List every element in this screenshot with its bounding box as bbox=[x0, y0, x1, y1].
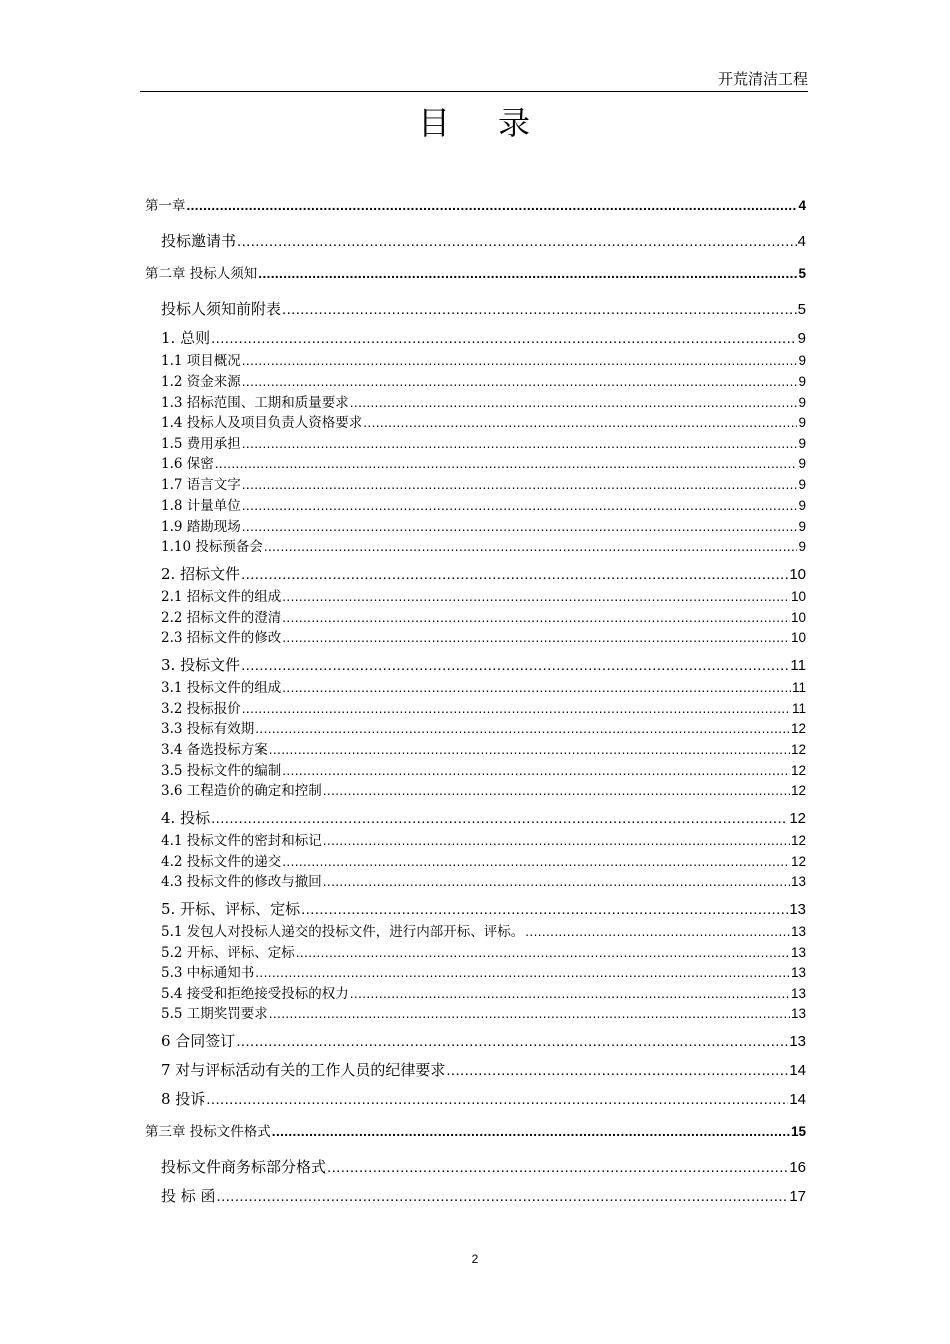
toc-entry-page: 10 bbox=[790, 589, 806, 604]
toc-entry-label: 2.2 招标文件的澄清 bbox=[161, 610, 282, 626]
toc-entry-label: 3.5 投标文件的编制 bbox=[161, 763, 282, 779]
toc-entry-label: 3. 投标文件 bbox=[161, 656, 241, 674]
toc-leader-dots bbox=[237, 233, 797, 251]
toc-leader-dots bbox=[242, 352, 798, 370]
toc-entry-label: 5.1 发包人对投标人递交的投标文件，进行内部开标、评标。 bbox=[161, 924, 525, 940]
toc-entry[interactable] bbox=[161, 832, 806, 850]
toc-entry[interactable] bbox=[161, 1005, 806, 1023]
toc-leader-dots bbox=[282, 679, 791, 697]
toc-leader-dots bbox=[242, 476, 798, 494]
toc-entry-page: 12 bbox=[789, 810, 806, 827]
toc-entry-label: 8 投诉 bbox=[161, 1090, 206, 1108]
toc-leader-dots bbox=[217, 1188, 789, 1206]
toc-leader-dots bbox=[269, 1005, 790, 1023]
toc-entry[interactable] bbox=[145, 197, 806, 215]
toc-entry-label: 7 对与评标活动有关的工作人员的纪律要求 bbox=[161, 1061, 446, 1079]
toc-entry-page: 10 bbox=[790, 630, 806, 645]
toc-leader-dots bbox=[215, 455, 798, 473]
toc-entry[interactable] bbox=[161, 900, 806, 919]
toc-leader-dots bbox=[350, 394, 798, 412]
toc-entry-page: 9 bbox=[798, 477, 806, 492]
toc-leader-dots bbox=[301, 901, 788, 919]
toc-entry-label: 3.3 投标有效期 bbox=[161, 721, 255, 737]
toc-entry[interactable] bbox=[161, 809, 806, 828]
toc-entry[interactable] bbox=[161, 352, 806, 370]
toc-leader-dots bbox=[296, 944, 790, 962]
toc-leader-dots bbox=[282, 609, 790, 627]
toc-entry-label: 投 标 函 bbox=[161, 1187, 216, 1205]
toc-entry-page: 13 bbox=[790, 924, 806, 939]
toc-entry-label: 3.4 备选投标方案 bbox=[161, 742, 268, 758]
toc-leader-dots bbox=[323, 873, 790, 891]
toc-leader-dots bbox=[282, 301, 797, 319]
toc-entry-page: 14 bbox=[789, 1062, 806, 1079]
toc-entry-page: 9 bbox=[798, 498, 806, 513]
toc-entry[interactable] bbox=[161, 985, 806, 1003]
toc-entry-label: 2.1 招标文件的组成 bbox=[161, 589, 282, 605]
toc-entry[interactable] bbox=[161, 1187, 806, 1206]
toc-entry[interactable] bbox=[161, 609, 806, 627]
toc-entry-page: 4 bbox=[798, 198, 806, 213]
toc-entry-page: 9 bbox=[798, 374, 806, 389]
toc-entry-label: 投标邀请书 bbox=[161, 232, 237, 250]
toc-entry[interactable] bbox=[161, 964, 806, 982]
toc-leader-dots bbox=[242, 497, 798, 515]
toc-entry-label: 6 合同签订 bbox=[161, 1032, 236, 1050]
toc-leader-dots bbox=[525, 923, 790, 941]
toc-leader-dots bbox=[211, 330, 797, 348]
toc-entry-page: 10 bbox=[789, 566, 806, 583]
toc-entry[interactable] bbox=[161, 923, 806, 941]
toc-entry-label: 3.1 投标文件的组成 bbox=[161, 680, 282, 696]
toc-entry[interactable] bbox=[161, 300, 806, 319]
toc-entry[interactable] bbox=[161, 741, 806, 759]
toc-entry[interactable] bbox=[161, 700, 806, 718]
toc-entry-page: 9 bbox=[798, 539, 806, 554]
toc-entry[interactable] bbox=[161, 538, 806, 556]
toc-entry[interactable] bbox=[161, 853, 806, 871]
toc-entry-label: 1.2 资金来源 bbox=[161, 374, 241, 390]
toc-entry-page: 9 bbox=[798, 395, 806, 410]
toc-entry[interactable] bbox=[161, 656, 806, 675]
toc-entry[interactable] bbox=[161, 414, 806, 432]
toc-entry[interactable] bbox=[161, 782, 806, 800]
toc-leader-dots bbox=[258, 265, 797, 283]
toc-entry-label: 1.7 语言文字 bbox=[161, 477, 241, 493]
toc-leader-dots bbox=[282, 588, 790, 606]
toc-leader-dots bbox=[211, 810, 788, 828]
toc-leader-dots bbox=[241, 566, 788, 584]
toc-entry-page: 12 bbox=[790, 742, 806, 757]
toc-entry[interactable] bbox=[161, 873, 806, 891]
toc-leader-dots bbox=[242, 373, 798, 391]
toc-entry-page: 4 bbox=[797, 233, 806, 250]
toc-entry-page: 13 bbox=[790, 874, 806, 889]
toc-leader-dots bbox=[241, 657, 789, 675]
toc-entry-label: 3.6 工程造价的确定和控制 bbox=[161, 783, 322, 799]
toc-leader-dots bbox=[350, 985, 790, 1003]
toc-entry-label: 1.6 保密 bbox=[161, 456, 214, 472]
toc-entry-label: 投标文件商务标部分格式 bbox=[161, 1158, 327, 1176]
toc-leader-dots bbox=[255, 964, 790, 982]
toc-entry-page: 12 bbox=[790, 721, 806, 736]
toc-entry-label: 4. 投标 bbox=[161, 809, 211, 827]
toc-entry-page: 5 bbox=[798, 266, 806, 281]
toc-entry-page: 13 bbox=[790, 945, 806, 960]
toc-entry-page: 10 bbox=[790, 610, 806, 625]
toc-entry-page: 12 bbox=[790, 833, 806, 848]
toc-entry-label: 5. 开标、评标、定标 bbox=[161, 900, 301, 918]
toc-entry-page: 14 bbox=[789, 1091, 806, 1108]
toc-entry-label: 第一章 bbox=[145, 198, 186, 214]
toc-entry-label: 1. 总则 bbox=[161, 329, 211, 347]
toc-entry-page: 11 bbox=[790, 657, 806, 674]
toc-entry-label: 1.5 费用承担 bbox=[161, 436, 241, 452]
toc-leader-dots bbox=[327, 1159, 788, 1177]
toc-entry-label: 1.4 投标人及项目负责人资格要求 bbox=[161, 415, 363, 431]
toc-leader-dots bbox=[282, 762, 790, 780]
toc-entry-page: 17 bbox=[789, 1188, 806, 1205]
toc-entry[interactable] bbox=[161, 565, 806, 584]
toc-entry-page: 13 bbox=[790, 1006, 806, 1021]
toc-entry[interactable] bbox=[161, 588, 806, 606]
toc-entry[interactable] bbox=[161, 455, 806, 473]
title-char-2: 录 bbox=[498, 104, 531, 142]
toc-leader-dots bbox=[242, 700, 791, 718]
toc-entry-page: 9 bbox=[798, 456, 806, 471]
toc-leader-dots bbox=[323, 782, 790, 800]
toc-entry[interactable] bbox=[161, 1032, 806, 1051]
toc-entry-page: 13 bbox=[790, 986, 806, 1001]
toc-leader-dots bbox=[282, 853, 790, 871]
toc-entry[interactable] bbox=[161, 944, 806, 962]
toc-entry-page: 13 bbox=[790, 965, 806, 980]
toc-entry-page: 9 bbox=[798, 436, 806, 451]
toc-leader-dots bbox=[242, 518, 798, 536]
page-number: 2 bbox=[471, 1252, 479, 1266]
title-char-1: 目 bbox=[417, 104, 450, 142]
toc-entry-label: 5.4 接受和拒绝接受投标的权力 bbox=[161, 986, 349, 1002]
running-header: 开荒清洁工程 bbox=[717, 70, 808, 88]
toc-entry-label: 3.2 投标报价 bbox=[161, 701, 241, 717]
toc-entry-page: 9 bbox=[797, 330, 806, 347]
toc-entry-label: 第二章 投标人须知 bbox=[145, 266, 258, 282]
toc-leader-dots bbox=[446, 1062, 788, 1080]
toc-entry-label: 1.1 项目概况 bbox=[161, 353, 241, 369]
toc-entry-label: 1.8 计量单位 bbox=[161, 498, 241, 514]
toc-entry[interactable] bbox=[161, 518, 806, 536]
toc-entry-label: 2.3 招标文件的修改 bbox=[161, 630, 282, 646]
toc-leader-dots bbox=[282, 629, 790, 647]
toc-entry[interactable] bbox=[145, 265, 806, 283]
toc-entry[interactable] bbox=[161, 1090, 806, 1109]
toc-leader-dots bbox=[242, 435, 798, 453]
toc-entry-page: 9 bbox=[798, 519, 806, 534]
toc-entry[interactable] bbox=[161, 1158, 806, 1177]
toc-entry-page: 13 bbox=[789, 901, 806, 918]
toc-entry-label: 1.9 踏勘现场 bbox=[161, 519, 241, 535]
toc-entry-page: 15 bbox=[790, 1124, 806, 1139]
toc-leader-dots bbox=[264, 538, 798, 556]
toc-entry-label: 5.3 中标通知书 bbox=[161, 965, 255, 981]
toc-entry-page: 12 bbox=[790, 763, 806, 778]
toc-entry-page: 13 bbox=[789, 1033, 806, 1050]
toc-entry[interactable] bbox=[161, 476, 806, 494]
toc-entry-label: 5.5 工期奖罚要求 bbox=[161, 1006, 268, 1022]
toc-entry-label: 4.2 投标文件的递交 bbox=[161, 854, 282, 870]
toc-entry[interactable] bbox=[161, 629, 806, 647]
toc-leader-dots bbox=[236, 1033, 788, 1051]
toc-leader-dots bbox=[255, 720, 790, 738]
toc-entry-label: 1.3 招标范围、工期和质量要求 bbox=[161, 395, 349, 411]
toc-entry[interactable] bbox=[161, 373, 806, 391]
toc-leader-dots bbox=[272, 1123, 790, 1141]
toc-entry-page: 11 bbox=[791, 701, 806, 716]
toc-entry-label: 第三章 投标文件格式 bbox=[145, 1124, 271, 1140]
toc-leader-dots bbox=[269, 741, 790, 759]
toc-entry-page: 12 bbox=[790, 783, 806, 798]
toc-entry-label: 4.3 投标文件的修改与撤回 bbox=[161, 874, 322, 890]
toc-entry[interactable] bbox=[145, 1123, 806, 1141]
toc-entry-label: 5.2 开标、评标、定标 bbox=[161, 945, 295, 961]
toc-leader-dots bbox=[187, 197, 798, 215]
toc-entry-label: 1.10 投标预备会 bbox=[161, 539, 263, 555]
toc-leader-dots bbox=[363, 414, 797, 432]
toc-entry[interactable] bbox=[161, 1061, 806, 1080]
toc-entry-page: 12 bbox=[790, 854, 806, 869]
toc-entry-label: 投标人须知前附表 bbox=[161, 300, 282, 318]
toc-entry-page: 5 bbox=[797, 301, 806, 318]
toc-entry[interactable] bbox=[161, 394, 806, 412]
toc-entry-page: 9 bbox=[798, 415, 806, 430]
toc-leader-dots bbox=[323, 832, 790, 850]
toc-entry-page: 11 bbox=[791, 680, 806, 695]
toc-entry[interactable] bbox=[161, 232, 806, 251]
toc-leader-dots bbox=[206, 1091, 788, 1109]
toc-entry[interactable] bbox=[161, 435, 806, 453]
toc-entry[interactable] bbox=[161, 329, 806, 348]
toc-entry-label: 4.1 投标文件的密封和标记 bbox=[161, 833, 322, 849]
toc-entry[interactable] bbox=[161, 762, 806, 780]
toc-entry[interactable] bbox=[161, 720, 806, 738]
toc-entry[interactable] bbox=[161, 497, 806, 515]
toc-entry[interactable] bbox=[161, 679, 806, 697]
toc-entry-page: 9 bbox=[798, 353, 806, 368]
toc-entry-label: 2. 招标文件 bbox=[161, 565, 241, 583]
toc-entry-page: 16 bbox=[789, 1159, 806, 1176]
